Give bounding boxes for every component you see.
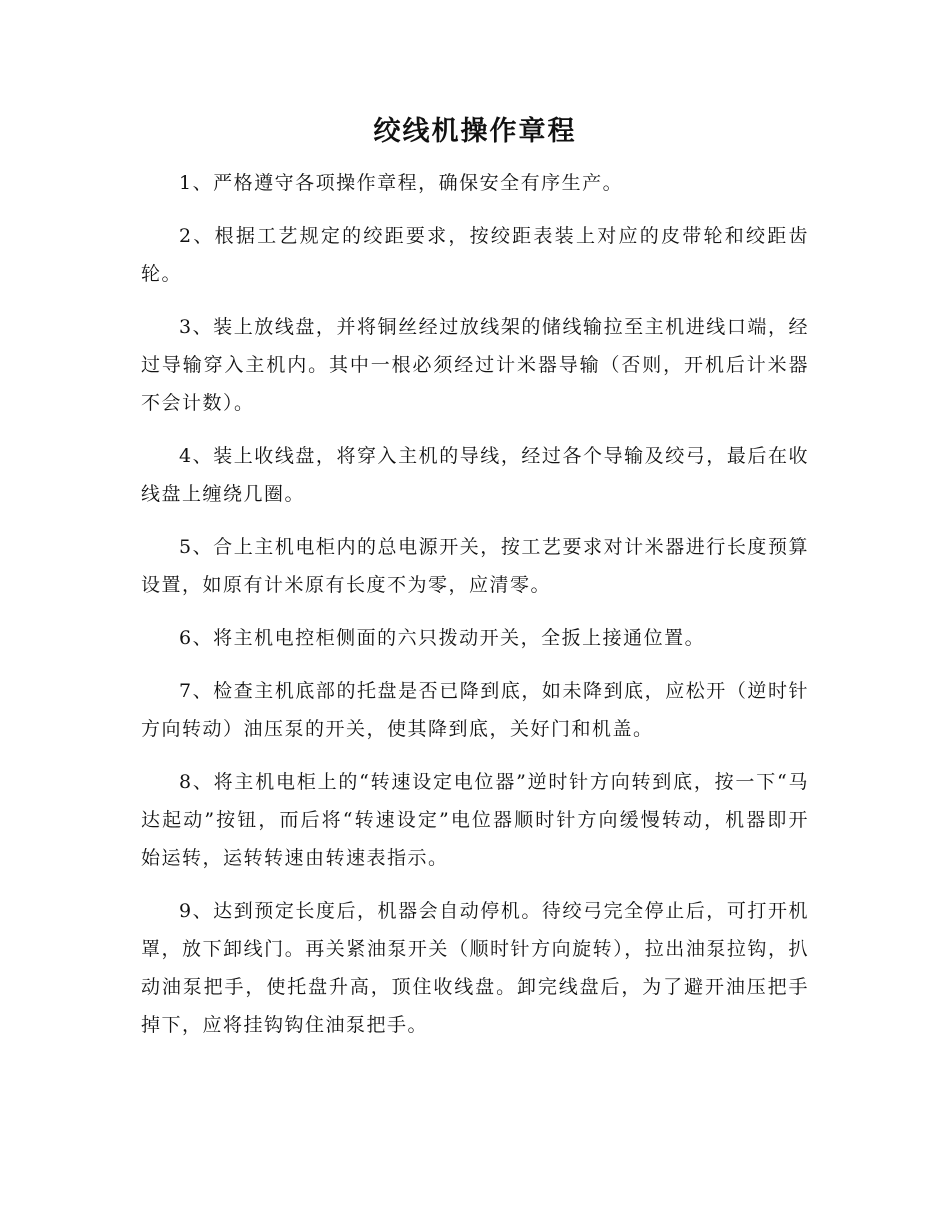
paragraph-2: 2、根据工艺规定的绞距要求，按绞距表装上对应的皮带轮和绞距齿轮。	[141, 225, 809, 285]
paragraph-1: 1、严格遵守各项操作章程，确保安全有序生产。	[179, 172, 624, 194]
paragraph-8: 8、将主机电柜上的“转速设定电位器”逆时针方向转到底，按一下“马达起动”按钮，而后将“转速设定”电位器顺时针方向缓慢转动，机器即开始运转，运转转速由转速表指示。	[141, 771, 809, 869]
paragraph-4: 4、装上收线盘，将穿入主机的导线，经过各个导输及绞弓，最后在收线盘上缠绕几圈。	[141, 445, 809, 505]
paragraph-6: 6、将主机电控柜侧面的六只拨动开关，全扳上接通位置。	[179, 627, 706, 649]
paragraph-9: 9、达到预定长度后，机器会自动停机。待绞弓完全停止后，可打开机罩，放下卸线门。再关紧油泵开关（顺时针方向旋转），拉出油泵拉钩，扒动油泵把手，使托盘升高，顶住收线盘。卸完线盘后，为了避开油压把手掉下，应将挂钩钩住油泵把手。	[141, 900, 809, 1036]
document-body	[141, 164, 809, 1059]
document-title: 绞线机操作章程	[373, 116, 577, 147]
paragraph-5: 5、合上主机电柜内的总电源开关，按工艺要求对计米器进行长度预算设置，如原有计米原有长度不为零，应清零。	[141, 536, 809, 596]
paragraph-7: 7、检查主机底部的托盘是否已降到底，如未降到底，应松开（逆时针方向转动）油压泵的开关，使其降到底，关好门和机盖。	[141, 680, 809, 740]
paragraph-3: 3、装上放线盘，并将铜丝经过放线架的储线输拉至主机进线口端，经过导输穿入主机内。其中一根必须经过计米器导输（否则，开机后计米器不会计数）。	[141, 316, 809, 414]
